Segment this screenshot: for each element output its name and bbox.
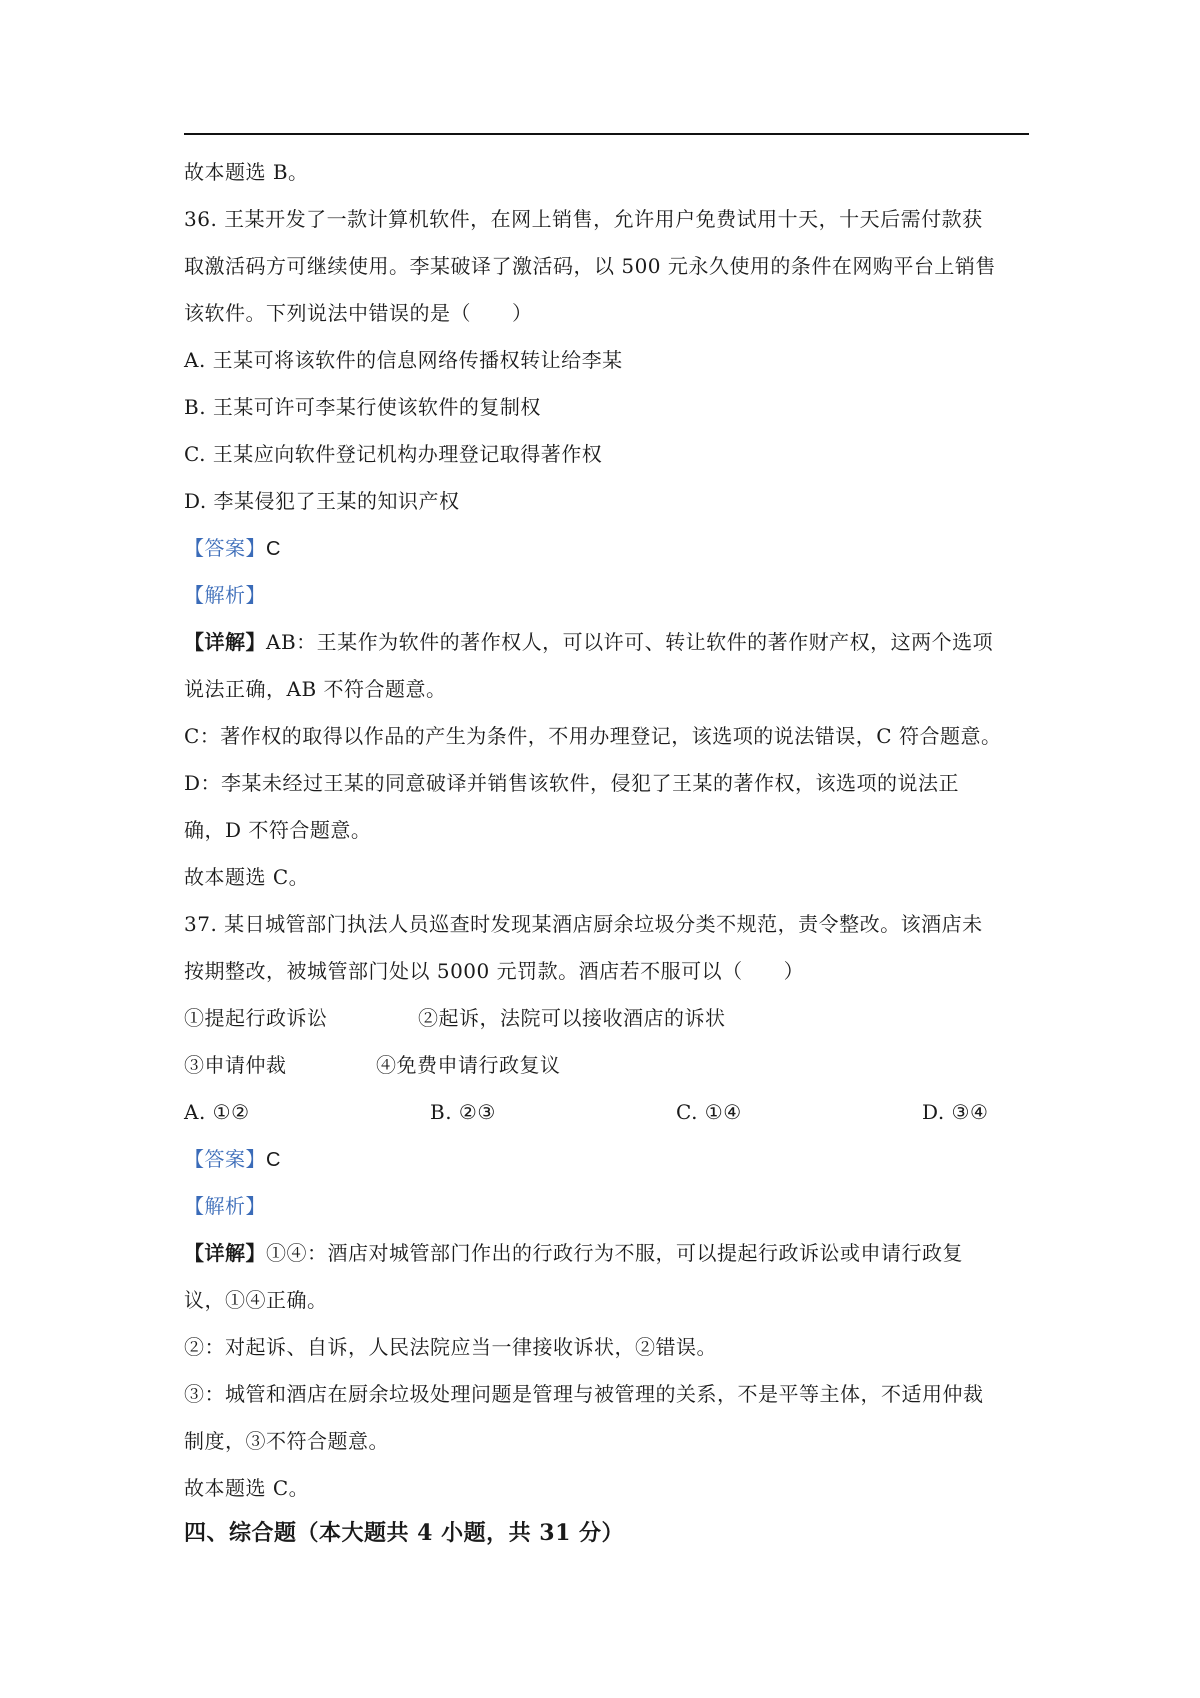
q37-statement-2: ②起诉，法院可以接收酒店的诉状 bbox=[418, 1006, 726, 1030]
q36-analysis-label: 【解析】 bbox=[184, 583, 266, 607]
q36-stem-line-1: 36. 王某开发了一款计算机软件，在网上销售，允许用户免费试用十天，十天后需付款获 bbox=[184, 207, 983, 231]
q37-statement-4: ④免费申请行政复议 bbox=[376, 1053, 561, 1077]
q37-detail-line-1 bbox=[184, 1239, 963, 1267]
q37-detail-line-4: ③：城管和酒店在厨余垃圾处理问题是管理与被管理的关系，不是平等主体，不适用仲裁 bbox=[184, 1382, 984, 1406]
q36-answer-label: 【答案】 bbox=[184, 536, 266, 560]
q37-conclusion: 故本题选 C。 bbox=[184, 1476, 310, 1500]
q37-detail-line-2: 议，①④正确。 bbox=[184, 1288, 328, 1312]
q37-detail-line-5: 制度，③不符合题意。 bbox=[184, 1429, 389, 1453]
q36-detail-line-2: 说法正确，AB 不符合题意。 bbox=[184, 677, 447, 701]
q36-detail-line-4: D：李某未经过王某的同意破译并销售该软件，侵犯了王某的著作权，该选项的说法正 bbox=[184, 771, 960, 795]
q36-option-c: C. 王某应向软件登记机构办理登记取得著作权 bbox=[184, 442, 603, 466]
q36-detail-label: 【详解】 bbox=[184, 630, 266, 654]
q37-detail-text-1: ①④：酒店对城管部门作出的行政行为不服，可以提起行政诉讼或申请行政复 bbox=[266, 1241, 963, 1265]
q37-option-c: C. ①④ bbox=[676, 1100, 742, 1124]
q37-analysis-label: 【解析】 bbox=[184, 1194, 266, 1218]
q36-option-b: B. 王某可许可李某行使该软件的复制权 bbox=[184, 395, 541, 419]
q37-detail-line-3: ②：对起诉、自诉，人民法院应当一律接收诉状，②错误。 bbox=[184, 1335, 717, 1359]
q36-option-a: A. 王某可将该软件的信息网络传播权转让给李某 bbox=[184, 348, 623, 372]
q37-answer-value: C bbox=[266, 1149, 281, 1171]
q36-conclusion: 故本题选 C。 bbox=[184, 865, 310, 889]
q37-option-d: D. ③④ bbox=[922, 1100, 989, 1124]
q37-option-b: B. ②③ bbox=[430, 1100, 496, 1124]
q37-option-a: A. ①② bbox=[184, 1100, 250, 1124]
q37-answer-label: 【答案】 bbox=[184, 1147, 266, 1171]
q36-stem-line-2: 取激活码方可继续使用。李某破译了激活码，以 500 元永久使用的条件在网购平台上销售 bbox=[184, 254, 996, 278]
prev-conclusion: 故本题选 B。 bbox=[184, 160, 309, 184]
q37-detail-label: 【详解】 bbox=[184, 1241, 266, 1265]
q37-stem-line-1: 37. 某日城管部门执法人员巡查时发现某酒店厨余垃圾分类不规范，责令整改。该酒店未 bbox=[184, 912, 983, 936]
q37-statement-1: ①提起行政诉讼 bbox=[184, 1006, 328, 1030]
q36-answer bbox=[184, 534, 281, 563]
q36-detail-line-3: C：著作权的取得以作品的产生为条件，不用办理登记，该选项的说法错误，C 符合题意。 bbox=[184, 724, 1002, 748]
q37-stem-line-2: 按期整改，被城管部门处以 5000 元罚款。酒店若不服可以（ ） bbox=[184, 959, 805, 983]
section-heading: 四、综合题（本大题共 4 小题，共 31 分） bbox=[184, 1520, 625, 1546]
q37-statement-3: ③申请仲裁 bbox=[184, 1053, 287, 1077]
q37-answer bbox=[184, 1145, 281, 1174]
q36-answer-value: C bbox=[266, 538, 281, 560]
q36-detail-line-1 bbox=[184, 628, 993, 656]
q36-stem-line-3: 该软件。下列说法中错误的是（ ） bbox=[184, 301, 533, 325]
q36-option-d: D. 李某侵犯了王某的知识产权 bbox=[184, 489, 460, 513]
header-rule bbox=[184, 133, 1029, 135]
q36-detail-line-5: 确，D 不符合题意。 bbox=[184, 818, 372, 842]
q36-detail-text-1: AB：王某作为软件的著作权人，可以许可、转让软件的著作财产权，这两个选项 bbox=[266, 630, 994, 654]
